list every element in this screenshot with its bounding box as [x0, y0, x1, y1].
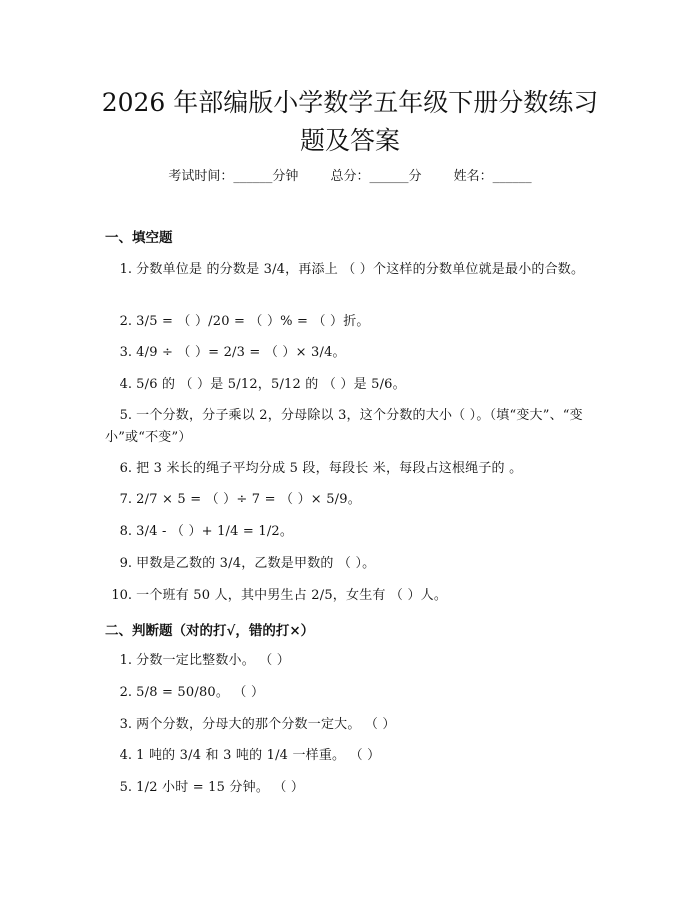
- exam-info: [0, 168, 700, 186]
- question-text: 2/7 × 5 = （ ）÷ 7 = （ ）× 5/9。: [136, 492, 361, 507]
- question-number: 3.: [119, 345, 132, 360]
- question-number: 4.: [119, 377, 132, 392]
- question-item: [105, 585, 595, 607]
- question-item: [105, 311, 595, 333]
- question-item: [105, 714, 595, 736]
- section-heading-true-false: 二、判断题（对的打√，错的打×）: [105, 623, 315, 639]
- question-number: 3.: [119, 717, 132, 732]
- question-text: 分数单位是 的分数是 3/4，再添上 （ ）个这样的分数单位就是最小的合数。: [136, 262, 585, 277]
- question-text: 一个分数，分子乘以 2，分母除以 3，这个分数的大小（ ）。（填“变大”、“变小”或“不变”）: [105, 408, 583, 445]
- question-text: 1/2 小时 = 15 分钟。 （ ）: [136, 780, 305, 795]
- question-item: [105, 777, 595, 799]
- question-number: 10.: [111, 588, 132, 603]
- question-number: 1.: [119, 262, 132, 277]
- document-title: [70, 84, 630, 160]
- question-number: 5.: [119, 408, 132, 423]
- question-item: [105, 553, 595, 575]
- question-number: 5.: [119, 780, 132, 795]
- section-heading-fill-blank: 一、填空题: [105, 230, 173, 246]
- question-number: 6.: [119, 461, 132, 476]
- exam-name: 姓名：______: [453, 169, 532, 184]
- question-item: [105, 259, 595, 281]
- question-text: 分数一定比整数小。 （ ）: [136, 653, 291, 668]
- question-text: 5/6 的 （ ）是 5/12，5/12 的 （ ）是 5/6。: [136, 377, 406, 392]
- question-number: 7.: [119, 492, 132, 507]
- question-item: [105, 342, 595, 364]
- question-text: 3/4 - （ ）+ 1/4 = 1/2。: [136, 524, 294, 539]
- question-text: 5/8 = 50/80。 （ ）: [136, 685, 265, 700]
- question-text: 4/9 ÷ （ ）= 2/3 = （ ）× 3/4。: [136, 345, 346, 360]
- question-text: 把 3 米长的绳子平均分成 5 段，每段长 米，每段占这根绳子的 。: [136, 461, 523, 476]
- question-text: 两个分数，分母大的那个分数一定大。 （ ）: [136, 717, 396, 732]
- question-text: 3/5 = （ ）/20 = （ ）% = （ ）折。: [136, 314, 370, 329]
- question-number: 1.: [119, 653, 132, 668]
- question-number: 8.: [119, 524, 132, 539]
- question-number: 2.: [119, 314, 132, 329]
- question-item: [105, 650, 595, 672]
- question-text: 一个班有 50 人，其中男生占 2/5，女生有 （ ）人。: [136, 588, 448, 603]
- exam-score: 总分：______分: [330, 169, 422, 184]
- question-text: 甲数是乙数的 3/4，乙数是甲数的 （ ）。: [136, 556, 376, 571]
- title-line-2: 题及答案: [299, 126, 400, 155]
- question-item: [105, 745, 595, 767]
- question-item: [105, 458, 595, 480]
- question-item: [105, 405, 595, 449]
- question-item: [105, 682, 595, 704]
- question-number: 2.: [119, 685, 132, 700]
- question-number: 9.: [119, 556, 132, 571]
- exam-time: 考试时间：______分钟: [168, 169, 299, 184]
- question-number: 4.: [119, 748, 132, 763]
- question-item: [105, 489, 595, 511]
- title-line-1: 2026 年部编版小学数学五年级下册分数练习: [101, 88, 599, 117]
- question-item: [105, 521, 595, 543]
- question-text: 1 吨的 3/4 和 3 吨的 1/4 一样重。 （ ）: [136, 748, 381, 763]
- question-item: [105, 374, 595, 396]
